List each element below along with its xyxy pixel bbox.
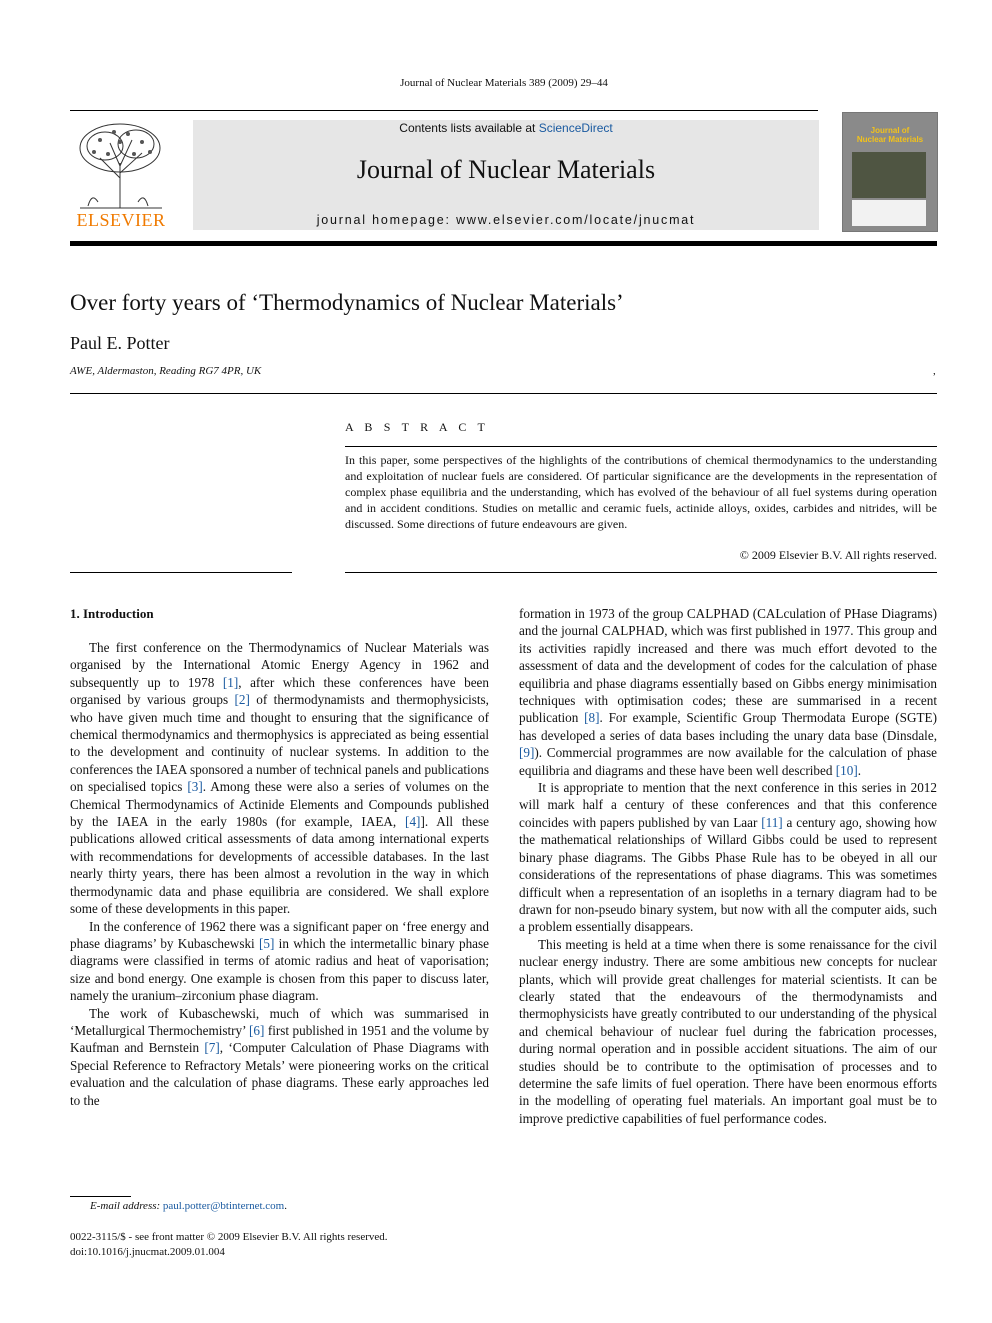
journal-citation: Journal of Nuclear Materials 389 (2009) 29–44 (400, 77, 608, 89)
abstract-copyright: © 2009 Elsevier B.V. All rights reserved. (739, 548, 937, 562)
footer-issn: 0022-3115/$ - see front matter © 2009 Elsevier B.V. All rights reserved. (70, 1231, 388, 1243)
footnote-label: E-mail address: (90, 1200, 163, 1212)
reference-link[interactable]: [10] (835, 762, 858, 778)
section-heading-introduction: 1. Introduction (70, 606, 154, 621)
paragraph: In the conference of 1962 there was a significant paper on ‘free energy and phase diagrams’ by Kubaschewski [5] in which the intermetallic binary phase diagrams were classified in terms of atomic radius and heat of vaporisation; size and bond energy. One example is chosen from this paper to discuss later, namely the uranium–zirconium phase diagram. (70, 918, 490, 1004)
journal-homepage[interactable]: journal homepage: www.elsevier.com/locate/jnucmat (316, 213, 696, 227)
abstract-text: In this paper, some perspectives of the highlights of the contributions of chemical thermodynamics to the understanding and exploitation of nuclear fuels are considered. Of particular significance are the developments in the representation of complex phase equilibria and the understanding, which has evolved of the behaviour of all fuel systems during operation and in accident conditions. Studies on metallic and ceramic fuels, actinide alloys, oxides, carbides and nitrides, will be discussed. Some directions of future endeavours are given. (345, 453, 937, 531)
footnote-email: E-mail address: paul.potter@btinternet.com. (90, 1200, 287, 1212)
cover-title-line1: Journal of (870, 126, 910, 135)
journal-title: Journal of Nuclear Materials (356, 155, 656, 184)
abstract-bottom-rule (345, 572, 937, 573)
paragraph: The work of Kubaschewski, much of which was summarised in ‘Metallurgical Thermochemistry’ [6] first published in 1951 and the volume by Kaufman and Bernstein [7], ‘Computer Calculation of Phase Diagrams with Special Reference to Refractory Metals’ were pioneering works on the critical evaluation and the calculation of phase diagrams. These early approaches led to the (70, 1005, 489, 1108)
reference-link[interactable]: [5] (259, 935, 275, 951)
reference-link[interactable]: [4] (405, 814, 421, 830)
reference-link[interactable]: [7] (204, 1040, 220, 1056)
reference-link[interactable]: [3] (187, 779, 203, 795)
paragraph: This meeting is held at a time when there is some renaissance for the civil nuclear energy industry. There are some ambitious new concepts for nuclear plants, which will provide great challenges for material scientists. It can be clearly stated that the endeavours of the thermodynamists and thermophysicists have greatly contributed to our understanding of the physical and chemical behaviour of nuclear fuel during the fabrication processes, during normal operation and in possible accident situations. The aim of our studies should be to contribute to the optimisation of processes and to determine the safe limits of fuel operation. There have been enormous efforts in the modelling of operating fuel materials. An important goal must be to improve predictive capabilities of fuel performance codes. (519, 936, 937, 1126)
affiliation-mark: , (933, 365, 936, 377)
author-affiliation: AWE, Aldermaston, Reading RG7 4PR, UK (70, 365, 262, 377)
reference-link[interactable]: [9] (519, 745, 535, 761)
cover-lower-panel (852, 200, 926, 226)
sciencedirect-link[interactable]: ScienceDirect (538, 121, 613, 135)
footer-doi: doi:10.1016/j.jnucmat.2009.01.004 (70, 1246, 225, 1258)
header-bottom-rule (70, 241, 937, 246)
left-info-rule (70, 572, 292, 573)
left-column (70, 639, 489, 1109)
cover-image (852, 152, 926, 198)
author-name: Paul E. Potter (70, 333, 170, 353)
reference-link[interactable]: [11] (761, 814, 783, 830)
page-footer (70, 1230, 388, 1260)
header-top-rule (70, 110, 818, 111)
contents-line (193, 121, 819, 135)
abstract-heading: A B S T R A C T (345, 420, 490, 434)
reference-link[interactable]: [8] (584, 710, 600, 726)
footnote-rule (70, 1196, 131, 1197)
paragraph: It is appropriate to mention that the next conference in this series in 2012 will mark half a century of these conferences and that this conference coincides with papers published by van Laar [11] a century ago, showing how the mathematical relationships of Willard Gibbs could be used to represent binary phase diagrams. The Gibbs Phase Rule has to be obeyed in all our considerations of the representations of phase diagrams. This was sometimes difficult when a representation of an isopleths in a ternary diagram had to be drawn for non-pseudo binary system, but now with all the computer aids, such a problem essentially disappears. (519, 780, 938, 935)
contents-prefix: Contents lists available at (399, 121, 539, 135)
article-title: Over forty years of ‘Thermodynamics of Nuclear Materials’ (70, 290, 624, 315)
email-link[interactable]: paul.potter@btinternet.com (162, 1200, 285, 1212)
abstract-top-rule (345, 446, 937, 447)
reference-link[interactable]: [2] (234, 692, 250, 708)
elsevier-wordmark: ELSEVIER (76, 210, 166, 230)
paragraph: formation in 1973 of the group CALPHAD (CALculation of PHase Diagrams) and the journal CALPHAD, which was first published in 1977. This group and its activities rapidly increased and there was much effort devoted to the assessment of data and the development of codes for the calculation of phase equilibria and phase diagrams essentially based on Gibbs energy minimisation techniques with optimisation codes; these are summarised in a recent publication [8]. For example, Scientific Group Thermodata Europe (SGTE) has developed a series of data bases including the unary data base (Dinsdale, [9]). Commercial programmes are now available for the calculation of phase equilibria and diagrams and these have been well described [10]. (519, 606, 937, 778)
cover-title (848, 126, 932, 144)
reference-link[interactable]: [1] (222, 674, 239, 690)
reference-link[interactable]: [6] (249, 1022, 265, 1038)
paragraph: The first conference on the Thermodynamics of Nuclear Materials was organised by the International Atomic Energy Agency in 1962 and subsequently up to 1978 [1], after which these conferences have been organised by various groups [2] of thermodynamists and thermophysicists, who have given much time and thought to ensuring that the significance of chemical thermodynamics and thermophysics is appreciated as being essential to the development and continuity of nuclear systems. In addition to the conferences the IAEA sponsored a number of technical panels and publications on specialised topics [3]. Among these were also a series of volumes on the Chemical Thermodynamics of Actinide Elements and Compounds published by the IAEA in the early 1980s (for example, IAEA, [4]]. All these publications allowed critical assessments of data among international experts with recommendations for developments of accessible databases. In the last nearly thirty years, there has been almost a revolution in the way in which thermodynamic data and phase equilibria are considered. We shall explore some of these developments in this paper. (70, 640, 489, 917)
right-column (519, 605, 937, 1127)
title-block-rule (70, 393, 937, 394)
cover-title-line2: Nuclear Materials (856, 135, 924, 144)
